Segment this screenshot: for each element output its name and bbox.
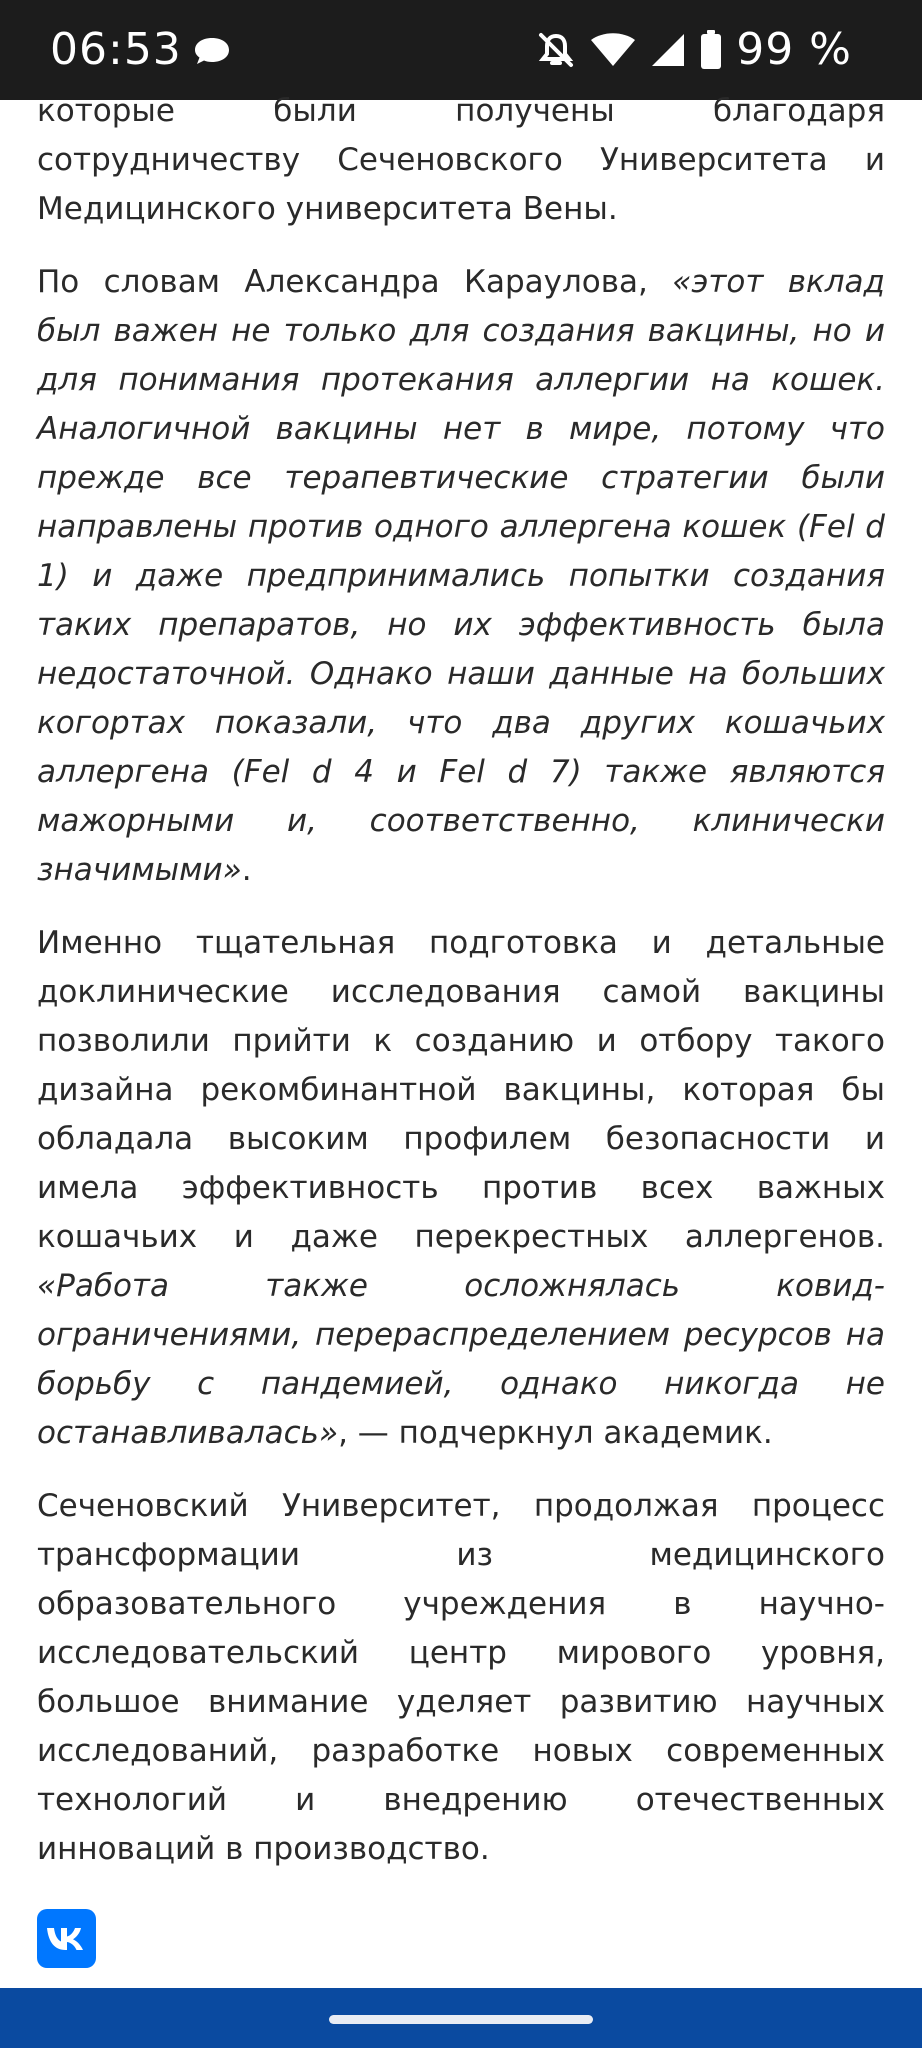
mute-icon: [536, 30, 576, 70]
article-paragraph-4: [37, 1482, 885, 1874]
article-paragraph-2: [37, 258, 885, 895]
home-indicator[interactable]: [329, 2015, 593, 2024]
paragraph-3-end: , — подчеркнул академик.: [338, 1415, 773, 1451]
signal-icon: [650, 32, 686, 68]
article-paragraph-3: [37, 919, 885, 1458]
paragraph-3-text: Именно тщательная подготовка и детальные доклинические исследования самой вакцины позволили прийти к созданию и отбору такого дизайна рекомбинантной вакцины, которая бы обладала высоким профилем безопасности и имела эффективность против всех важных кошачьих и даже перекрестных аллергенов.: [37, 925, 885, 1255]
paragraph-1-text: которые были получены благодаря сотрудничеству Сеченовского Университета и Медицинского университета Вены.: [37, 93, 885, 227]
paragraph-2-end: .: [241, 852, 252, 888]
vk-logo-icon: [46, 1926, 88, 1952]
battery-icon: [700, 30, 722, 70]
vk-share-button[interactable]: [37, 1909, 96, 1968]
navigation-bar: [0, 1988, 922, 2048]
article-body: [37, 87, 885, 1898]
battery-percent: 99 %: [736, 24, 852, 75]
article-paragraph-1: [37, 87, 885, 234]
paragraph-2-intro: По словам Александра Караулова,: [37, 264, 673, 300]
wifi-icon: [590, 32, 636, 68]
paragraph-3-quote: «Работа также осложнялась ковид-ограничениями, перераспределением ресурсов на борьбу с пандемией, однако никогда не останавливалась»: [37, 1268, 885, 1451]
paragraph-4-text: Сеченовский Университет, продолжая процесс трансформации из медицинского образовательного учреждения в научно-исследовательский центр мирового уровня, большое внимание уделяет развитию научных исследований, разработке новых современных технологий и внедрению отечественных инноваций в производство.: [37, 1488, 885, 1867]
status-bar: [0, 0, 922, 100]
chat-bubble-icon: [193, 36, 231, 66]
status-time: 06:53: [50, 24, 182, 75]
status-icons: [536, 22, 852, 78]
paragraph-2-quote: «этот вклад был важен не только для создания вакцины, но и для понимания протекания аллергии на кошек. Аналогичной вакцины нет в мире, потому что прежде все терапевтические стратегии были направлены против одного аллергена кошек (Fel d 1) и даже предпринимались попытки создания таких препаратов, но их эффективность была недостаточной. Однако наши данные на больших когортах показали, что два других кошачьих аллергена (Fel d 4 и Fel d 7) также являются мажорными и, соответственно, клинически значимыми»: [37, 264, 885, 888]
